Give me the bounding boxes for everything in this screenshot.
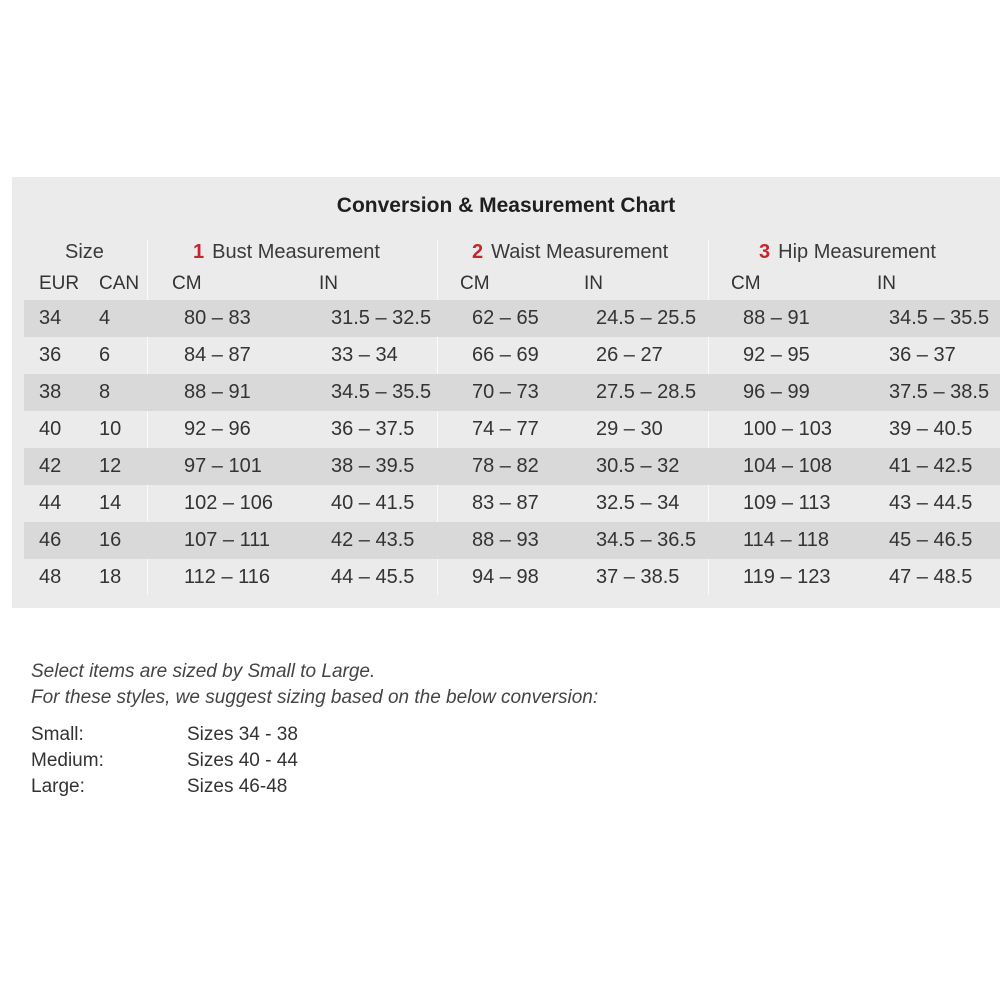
can-header: CAN: [99, 273, 140, 294]
bust-in-cell: 33 – 34: [331, 344, 398, 366]
hip-in-cell: 37.5 – 38.5: [889, 381, 990, 403]
bust-number: 1: [193, 241, 205, 263]
can-cell: 4: [99, 307, 111, 329]
can-cell: 12: [99, 455, 122, 477]
waist-cm-cell: 88 – 93: [472, 529, 539, 551]
waist-in-cell: 30.5 – 32: [596, 455, 680, 477]
note-line-1: Select items are sized by Small to Large.: [31, 661, 376, 682]
bust-cm-cell: 102 – 106: [184, 492, 273, 514]
bust-cm-cell: 88 – 91: [184, 381, 251, 403]
eur-header: EUR: [39, 273, 80, 294]
hip-cm-cell: 114 – 118: [743, 529, 830, 551]
waist-cm-cell: 74 – 77: [472, 418, 539, 440]
waist-in-cell: 37 – 38.5: [596, 566, 680, 588]
waist-header: [472, 241, 668, 267]
hip-in-cell: 36 – 37: [889, 344, 956, 366]
measurement-chart: [12, 177, 1000, 608]
can-cell: 8: [99, 381, 111, 403]
small-range: Sizes 34 - 38: [187, 724, 298, 745]
waist-cm-cell: 83 – 87: [472, 492, 539, 514]
bust-in-cell: 38 – 39.5: [331, 455, 415, 477]
hip-header: [759, 241, 936, 267]
medium-range: Sizes 40 - 44: [187, 750, 298, 771]
waist-cm-cell: 62 – 65: [472, 307, 539, 329]
eur-cell: 40: [39, 418, 62, 440]
bust-in-cell: 36 – 37.5: [331, 418, 415, 440]
table-row: [24, 448, 1000, 485]
bust-cm-cell: 84 – 87: [184, 344, 251, 366]
can-cell: 18: [99, 566, 122, 588]
bust-cm-cell: 80 – 83: [184, 307, 251, 329]
hip-in-header: IN: [877, 273, 896, 294]
can-cell: 6: [99, 344, 111, 366]
bust-header: [193, 241, 380, 267]
hip-cm-cell: 92 – 95: [743, 344, 810, 366]
hip-in-cell: 45 – 46.5: [889, 529, 973, 551]
bust-in-header: IN: [319, 273, 338, 294]
hip-cm-cell: 119 – 123: [743, 566, 831, 588]
bust-cm-cell: 92 – 96: [184, 418, 251, 440]
hip-cm-cell: 88 – 91: [743, 307, 810, 329]
waist-in-cell: 29 – 30: [596, 418, 663, 440]
large-range: Sizes 46-48: [187, 776, 288, 797]
bust-in-cell: 42 – 43.5: [331, 529, 415, 551]
eur-cell: 38: [39, 381, 62, 403]
bust-in-cell: 31.5 – 32.5: [331, 307, 432, 329]
hip-label: Hip Measurement: [778, 241, 936, 263]
hip-number: 3: [759, 241, 771, 263]
size-header: Size: [65, 241, 104, 263]
bust-cm-header: CM: [172, 273, 202, 294]
hip-in-cell: 41 – 42.5: [889, 455, 973, 477]
bust-label: Bust Measurement: [212, 241, 380, 263]
waist-cm-header: CM: [460, 273, 490, 294]
note-line-2: For these styles, we suggest sizing based on the below conversion:: [31, 687, 599, 708]
table-row: [24, 485, 1000, 522]
table-row: [24, 300, 1000, 337]
waist-cm-cell: 70 – 73: [472, 381, 539, 403]
eur-cell: 42: [39, 455, 62, 477]
table-row: [24, 411, 1000, 448]
large-label: Large:: [31, 776, 85, 797]
waist-in-cell: 34.5 – 36.5: [596, 529, 697, 551]
bust-cm-cell: 107 – 111: [184, 529, 271, 551]
hip-in-cell: 39 – 40.5: [889, 418, 973, 440]
can-cell: 14: [99, 492, 122, 514]
hip-in-cell: 34.5 – 35.5: [889, 307, 990, 329]
waist-cm-cell: 66 – 69: [472, 344, 539, 366]
hip-cm-cell: 109 – 113: [743, 492, 831, 514]
waist-label: Waist Measurement: [491, 241, 669, 263]
hip-in-cell: 47 – 48.5: [889, 566, 973, 588]
can-cell: 16: [99, 529, 122, 551]
eur-cell: 48: [39, 566, 62, 588]
bust-in-cell: 40 – 41.5: [331, 492, 415, 514]
bust-cm-cell: 97 – 101: [184, 455, 262, 477]
eur-cell: 44: [39, 492, 62, 514]
eur-cell: 36: [39, 344, 62, 366]
can-cell: 10: [99, 418, 122, 440]
table-row: [24, 522, 1000, 559]
waist-number: 2: [472, 241, 484, 263]
table-row: [24, 374, 1000, 411]
table-row: [24, 559, 1000, 596]
eur-cell: 34: [39, 307, 62, 329]
bust-cm-cell: 112 – 116: [184, 566, 271, 588]
table-row: [24, 337, 1000, 374]
bust-in-cell: 34.5 – 35.5: [331, 381, 432, 403]
waist-in-header: IN: [584, 273, 603, 294]
bust-in-cell: 44 – 45.5: [331, 566, 415, 588]
medium-label: Medium:: [31, 750, 104, 771]
waist-in-cell: 26 – 27: [596, 344, 663, 366]
waist-in-cell: 27.5 – 28.5: [596, 381, 697, 403]
eur-cell: 46: [39, 529, 62, 551]
waist-in-cell: 24.5 – 25.5: [596, 307, 697, 329]
hip-cm-cell: 104 – 108: [743, 455, 832, 477]
hip-cm-header: CM: [731, 273, 761, 294]
hip-cm-cell: 100 – 103: [743, 418, 832, 440]
hip-in-cell: 43 – 44.5: [889, 492, 973, 514]
chart-title: Conversion & Measurement Chart: [336, 194, 676, 217]
waist-cm-cell: 78 – 82: [472, 455, 539, 477]
waist-cm-cell: 94 – 98: [472, 566, 539, 588]
hip-cm-cell: 96 – 99: [743, 381, 810, 403]
small-label: Small:: [31, 724, 84, 745]
waist-in-cell: 32.5 – 34: [596, 492, 680, 514]
